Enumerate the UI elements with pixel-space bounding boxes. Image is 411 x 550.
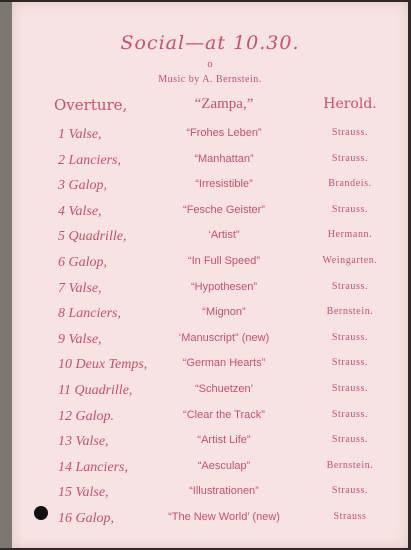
dance-name: 9 Valse, [58, 331, 102, 347]
dance-name: 11 Quadrille, [58, 383, 133, 398]
piece-title: “Illustrationen” [189, 485, 259, 498]
program-row [12, 332, 408, 356]
program-row [12, 511, 408, 535]
composer-name: Strauss. [331, 280, 369, 292]
composer-name: Hermann. [327, 229, 373, 241]
composer-name: Strauss. [331, 331, 369, 343]
dance-name: 10 Deux Temps, [58, 357, 148, 373]
composer-name: Bernstein. [326, 306, 374, 318]
overture-piece: “Zampa,” [194, 96, 254, 112]
piece-title: “Schuetzen’ [194, 383, 254, 395]
dance-name: 14 Lanciers, [58, 459, 128, 475]
dance-name: 16 Galop, [58, 511, 114, 526]
composer-name: Strauss. [331, 383, 369, 394]
composer-name: Weingarten. [322, 255, 378, 266]
piece-title: “Frohes Leben” [186, 127, 262, 139]
title-ornament: o [207, 60, 213, 70]
composer-name: Strauss. [331, 408, 369, 420]
program-card [12, 2, 408, 548]
piece-title: “Clear the Track” [183, 408, 265, 421]
composer-name: Bernstein. [326, 459, 374, 471]
composer-name: Strauss. [331, 357, 369, 369]
dance-name: 6 Galop, [58, 255, 107, 270]
piece-title: “Fesche Geister” [183, 203, 265, 216]
piece-title: ‘Artist” [208, 229, 240, 242]
piece-title: ‘Manuscript” (new) [178, 331, 270, 344]
dance-name: 8 Lanciers, [58, 306, 121, 322]
composer-name: Strauss. [331, 203, 369, 215]
overture-composer: Herold. [323, 96, 377, 112]
binding-strip [0, 2, 12, 548]
dance-name: 13 Valse, [58, 434, 109, 450]
overture-row [12, 96, 408, 120]
dance-name: 1 Valse, [58, 127, 102, 142]
program-row [12, 460, 408, 484]
music-credit: Music by A. Bernstein. [158, 74, 262, 85]
program-row [12, 357, 408, 381]
composer-name: Strauss. [331, 434, 369, 446]
piece-title: “Hypothesen” [190, 280, 258, 293]
dance-name: 7 Valse, [58, 280, 102, 296]
piece-title: “German Hearts” [182, 357, 266, 370]
dance-name: 5 Quadrille, [58, 229, 127, 245]
composer-name: Strauss. [331, 485, 369, 497]
piece-title: “Irresistible” [195, 178, 253, 191]
program-row [12, 204, 408, 228]
dance-name: 15 Valse, [58, 485, 109, 501]
program-title: Social—at 10.30. [120, 32, 300, 54]
dance-name: 4 Valse, [58, 203, 102, 219]
composer-name: Strauss. [331, 152, 369, 164]
piece-title: “In Full Speed” [187, 255, 261, 267]
piece-title: “The New World’ (new) [168, 511, 280, 523]
piece-title: “Manhattan” [194, 152, 254, 165]
composer-name: Strauss [333, 511, 367, 522]
program-row [12, 229, 408, 253]
program-row [12, 434, 408, 458]
overture-label: Overture, [54, 96, 128, 114]
piece-title: “Aesculap” [197, 459, 251, 472]
program-row [12, 306, 408, 330]
composer-name: Strauss. [331, 127, 369, 138]
program-row [12, 383, 408, 407]
piece-title: “Mignon” [202, 306, 246, 319]
program-row [12, 281, 408, 305]
program-row [12, 153, 408, 177]
program-row [12, 485, 408, 509]
composer-name: Brandeis. [328, 178, 372, 190]
program-row [12, 255, 408, 279]
punch-hole [34, 506, 48, 520]
program-row [12, 178, 408, 202]
program-row [12, 409, 408, 433]
dance-name: 2 Lanciers, [58, 152, 121, 168]
piece-title: “Artist Life” [197, 434, 251, 447]
dance-name: 3 Galop, [58, 178, 107, 194]
program-row [12, 127, 408, 151]
dance-name: 12 Galop. [58, 408, 114, 424]
